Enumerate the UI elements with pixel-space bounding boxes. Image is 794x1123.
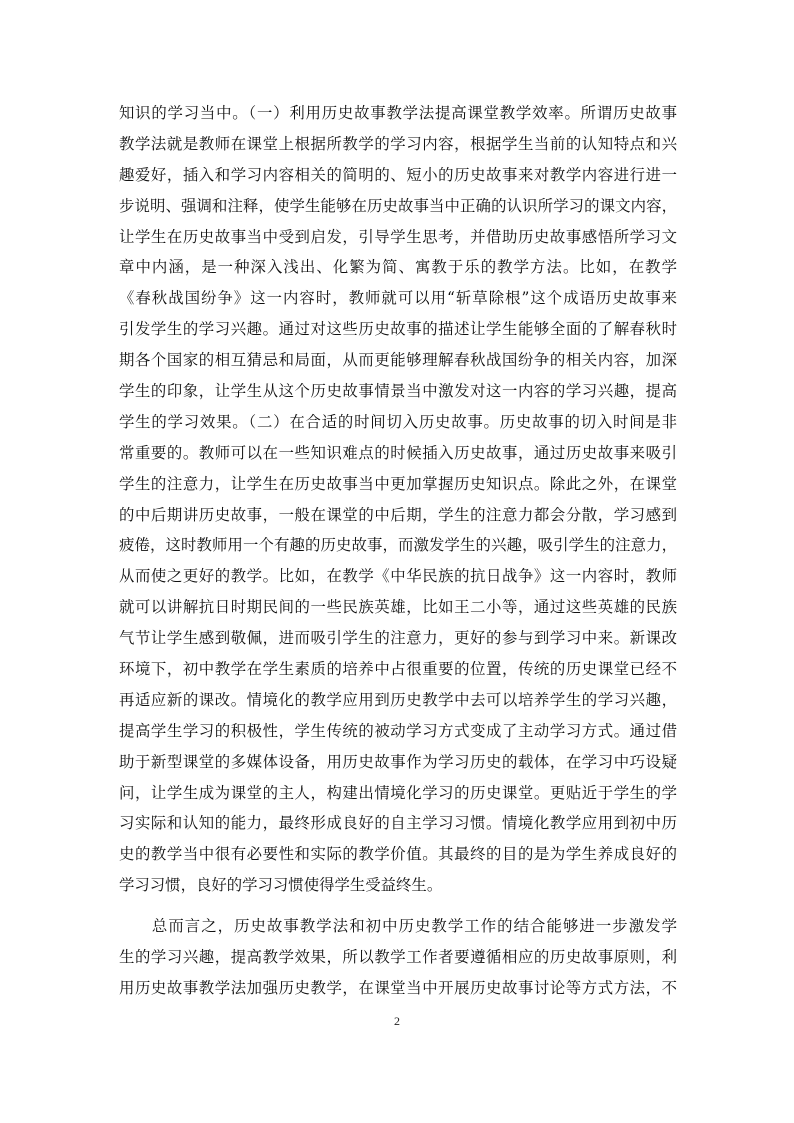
text-line: 再适应新的课改。情境化的教学应用到历史教学中去可以培养学生的学习兴趣， xyxy=(119,690,677,709)
paragraph-spacer xyxy=(119,901,677,911)
text-line: 从而使之更好的教学。比如，在教学《中华民族的抗日战争》这一内容时，教师 xyxy=(119,567,677,586)
text-line: 学习习惯，良好的学习习惯使得学生受益终生。 xyxy=(119,876,443,895)
text-line: 步说明、强调和注释，使学生能够在历史故事当中正确的认识所学习的课文内容， xyxy=(119,196,677,215)
text-line: 期各个国家的相互猜忌和局面，从而更能够理解春秋战国纷争的相关内容，加深 xyxy=(119,351,677,370)
text-line: 问，让学生成为课堂的主人，构建出情境化学习的历史课堂。更贴近于学生的学 xyxy=(119,783,677,802)
text-line: 助于新型课堂的多媒体设备，用历史故事作为学习历史的载体，在学习中巧设疑 xyxy=(119,752,677,771)
text-line: 常重要的。教师可以在一些知识难点的时候插入历史故事，通过历史故事来吸引 xyxy=(119,443,677,462)
text-line: 让学生在历史故事当中受到启发，引导学生思考，并借助历史故事感悟所学习文 xyxy=(119,227,677,246)
text-line: 气节让学生感到敬佩，进而吸引学生的注意力，更好的参与到学习中来。新课改 xyxy=(119,629,677,648)
text-line: 章中内涵，是一种深入浅出、化繁为简、寓教于乐的教学方法。比如，在教学 xyxy=(119,258,677,277)
text-line: 习实际和认知的能力，最终形成良好的自主学习习惯。情境化教学应用到初中历 xyxy=(119,814,677,833)
text-line: 史的教学当中很有必要性和实际的教学价值。其最终的目的是为学生养成良好的 xyxy=(119,845,677,864)
text-line: 就可以讲解抗日时期民间的一些民族英雄，比如王二小等，通过这些英雄的民族 xyxy=(119,598,677,617)
text-line: 知识的学习当中。（一）利用历史故事教学法提高课堂教学效率。所谓历史故事 xyxy=(119,104,677,122)
text-line: 学生的学习效果。（二）在合适的时间切入历史故事。历史故事的切入时间是非 xyxy=(119,412,677,431)
text-line: 《春秋战国纷争》这一内容时，教师就可以用“斩草除根”这个成语历史故事来 xyxy=(119,289,677,308)
text-line: 引发学生的学习兴趣。通过对这些历史故事的描述让学生能够全面的了解春秋时 xyxy=(119,320,677,339)
paragraph-1 xyxy=(119,98,677,901)
page-number: 2 xyxy=(394,1014,400,1028)
text-line: 学生的注意力，让学生在历史故事当中更加掌握历史知识点。除此之外，在课堂 xyxy=(119,474,677,493)
text-line: 总而言之，历史故事教学法和初中历史教学工作的结合能够进一步激发学 xyxy=(119,917,677,936)
text-line: 趣爱好，插入和学习内容相关的简明的、短小的历史故事来对教学内容进行进一 xyxy=(119,165,677,184)
text-line: 学生的印象，让学生从这个历史故事情景当中激发对这一内容的学习兴趣，提高 xyxy=(119,382,677,401)
text-line: 提高学生学习的积极性，学生传统的被动学习方式变成了主动学习方式。通过借 xyxy=(119,721,677,740)
paragraph-2 xyxy=(119,911,677,1004)
text-line: 环境下，初中教学在学生素质的培养中占很重要的位置，传统的历史课堂已经不 xyxy=(119,660,677,679)
body-text xyxy=(119,98,677,1004)
text-line: 用历史故事教学法加强历史教学，在课堂当中开展历史故事讨论等方式方法，不 xyxy=(119,978,677,997)
text-line: 的中后期讲历史故事，一般在课堂的中后期，学生的注意力都会分散，学习感到 xyxy=(119,505,677,524)
text-line: 生的学习兴趣，提高教学效果，所以教学工作者要遵循相应的历史故事原则，利 xyxy=(119,948,677,967)
text-line: 疲倦，这时教师用一个有趣的历史故事，而激发学生的兴趣，吸引学生的注意力， xyxy=(119,536,677,555)
text-line: 教学法就是教师在课堂上根据所教学的学习内容，根据学生当前的认知特点和兴 xyxy=(119,134,677,153)
